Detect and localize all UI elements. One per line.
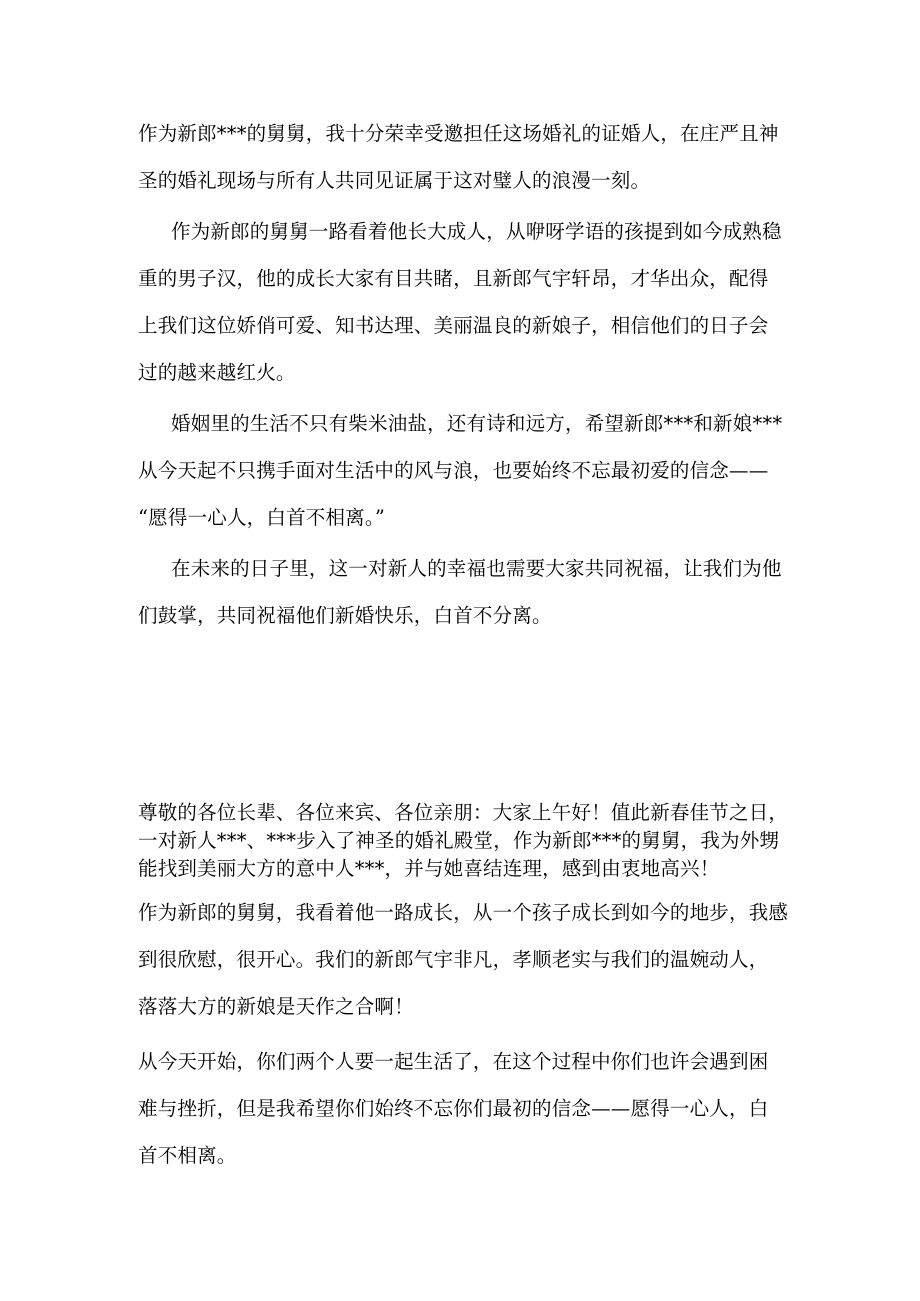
text-line: 尊敬的各位长辈、各位来宾、各位亲朋：大家上午好！值此新春佳节之日， xyxy=(138,801,789,824)
speech-one xyxy=(138,110,788,639)
text-line: 婚姻里的生活不只有柴米油盐，还有诗和远方，希望新郎***和新娘*** xyxy=(171,412,783,435)
speech-one-paragraph-2 xyxy=(138,208,788,396)
text-line: 到很欣慰，很开心。我们的新郎气宇非凡，孝顺老实与我们的温婉动人， xyxy=(138,948,769,971)
text-line: 上我们这位娇俏可爱、知书达理、美丽温良的新娘子，相信他们的日子会 xyxy=(138,314,769,337)
speech-two-opening xyxy=(138,799,788,883)
text-line: 圣的婚礼现场与所有人共同见证属于这对璧人的浪漫一刻。 xyxy=(138,169,651,192)
speech-one-paragraph-1 xyxy=(138,110,788,204)
text-line: 从今天起不只携手面对生活中的风与浪，也要始终不忘最初爱的信念—— xyxy=(138,459,769,482)
speech-two-body xyxy=(138,889,788,1179)
text-line: 难与挫折，但是我希望你们始终不忘你们最初的信念——愿得一心人，白 xyxy=(138,1097,769,1120)
speech-one-paragraph-3 xyxy=(138,400,788,541)
text-line: 一对新人***、***步入了神圣的婚礼殿堂，作为新郎***的舅舅，我为外甥 xyxy=(138,829,780,852)
text-line: “愿得一心人，白首不相离。” xyxy=(138,506,385,529)
text-line: 落落大方的新娘是天作之合啊！ xyxy=(138,995,414,1018)
text-line: 过的越来越红火。 xyxy=(138,361,296,384)
text-line: 们鼓掌，共同祝福他们新婚快乐，白首不分离。 xyxy=(138,604,552,627)
text-line: 在未来的日子里，这一对新人的幸福也需要大家共同祝福，让我们为他 xyxy=(171,557,782,580)
speech-two-paragraph-3 xyxy=(138,1038,788,1179)
speech-one-paragraph-4 xyxy=(138,545,788,639)
text-line: 重的男子汉，他的成长大家有目共睹，且新郎气宇轩昂，才华出众，配得 xyxy=(138,267,769,290)
speech-two-paragraph-2 xyxy=(138,889,788,1030)
text-line: 能找到美丽大方的意中人***，并与她喜结连理，感到由衷地高兴！ xyxy=(138,857,720,880)
text-line: 作为新郎***的舅舅，我十分荣幸受邀担任这场婚礼的证婚人，在庄严且神 xyxy=(138,122,779,145)
text-line: 作为新郎的舅舅一路看着他长大成人，从咿呀学语的孩提到如今成熟稳 xyxy=(171,220,782,243)
text-line: 作为新郎的舅舅，我看着他一路成长，从一个孩子成长到如今的地步，我感 xyxy=(138,901,789,924)
text-line: 首不相离。 xyxy=(138,1144,237,1167)
text-line: 从今天开始，你们两个人要一起生活了，在这个过程中你们也许会遇到困 xyxy=(138,1050,769,1073)
